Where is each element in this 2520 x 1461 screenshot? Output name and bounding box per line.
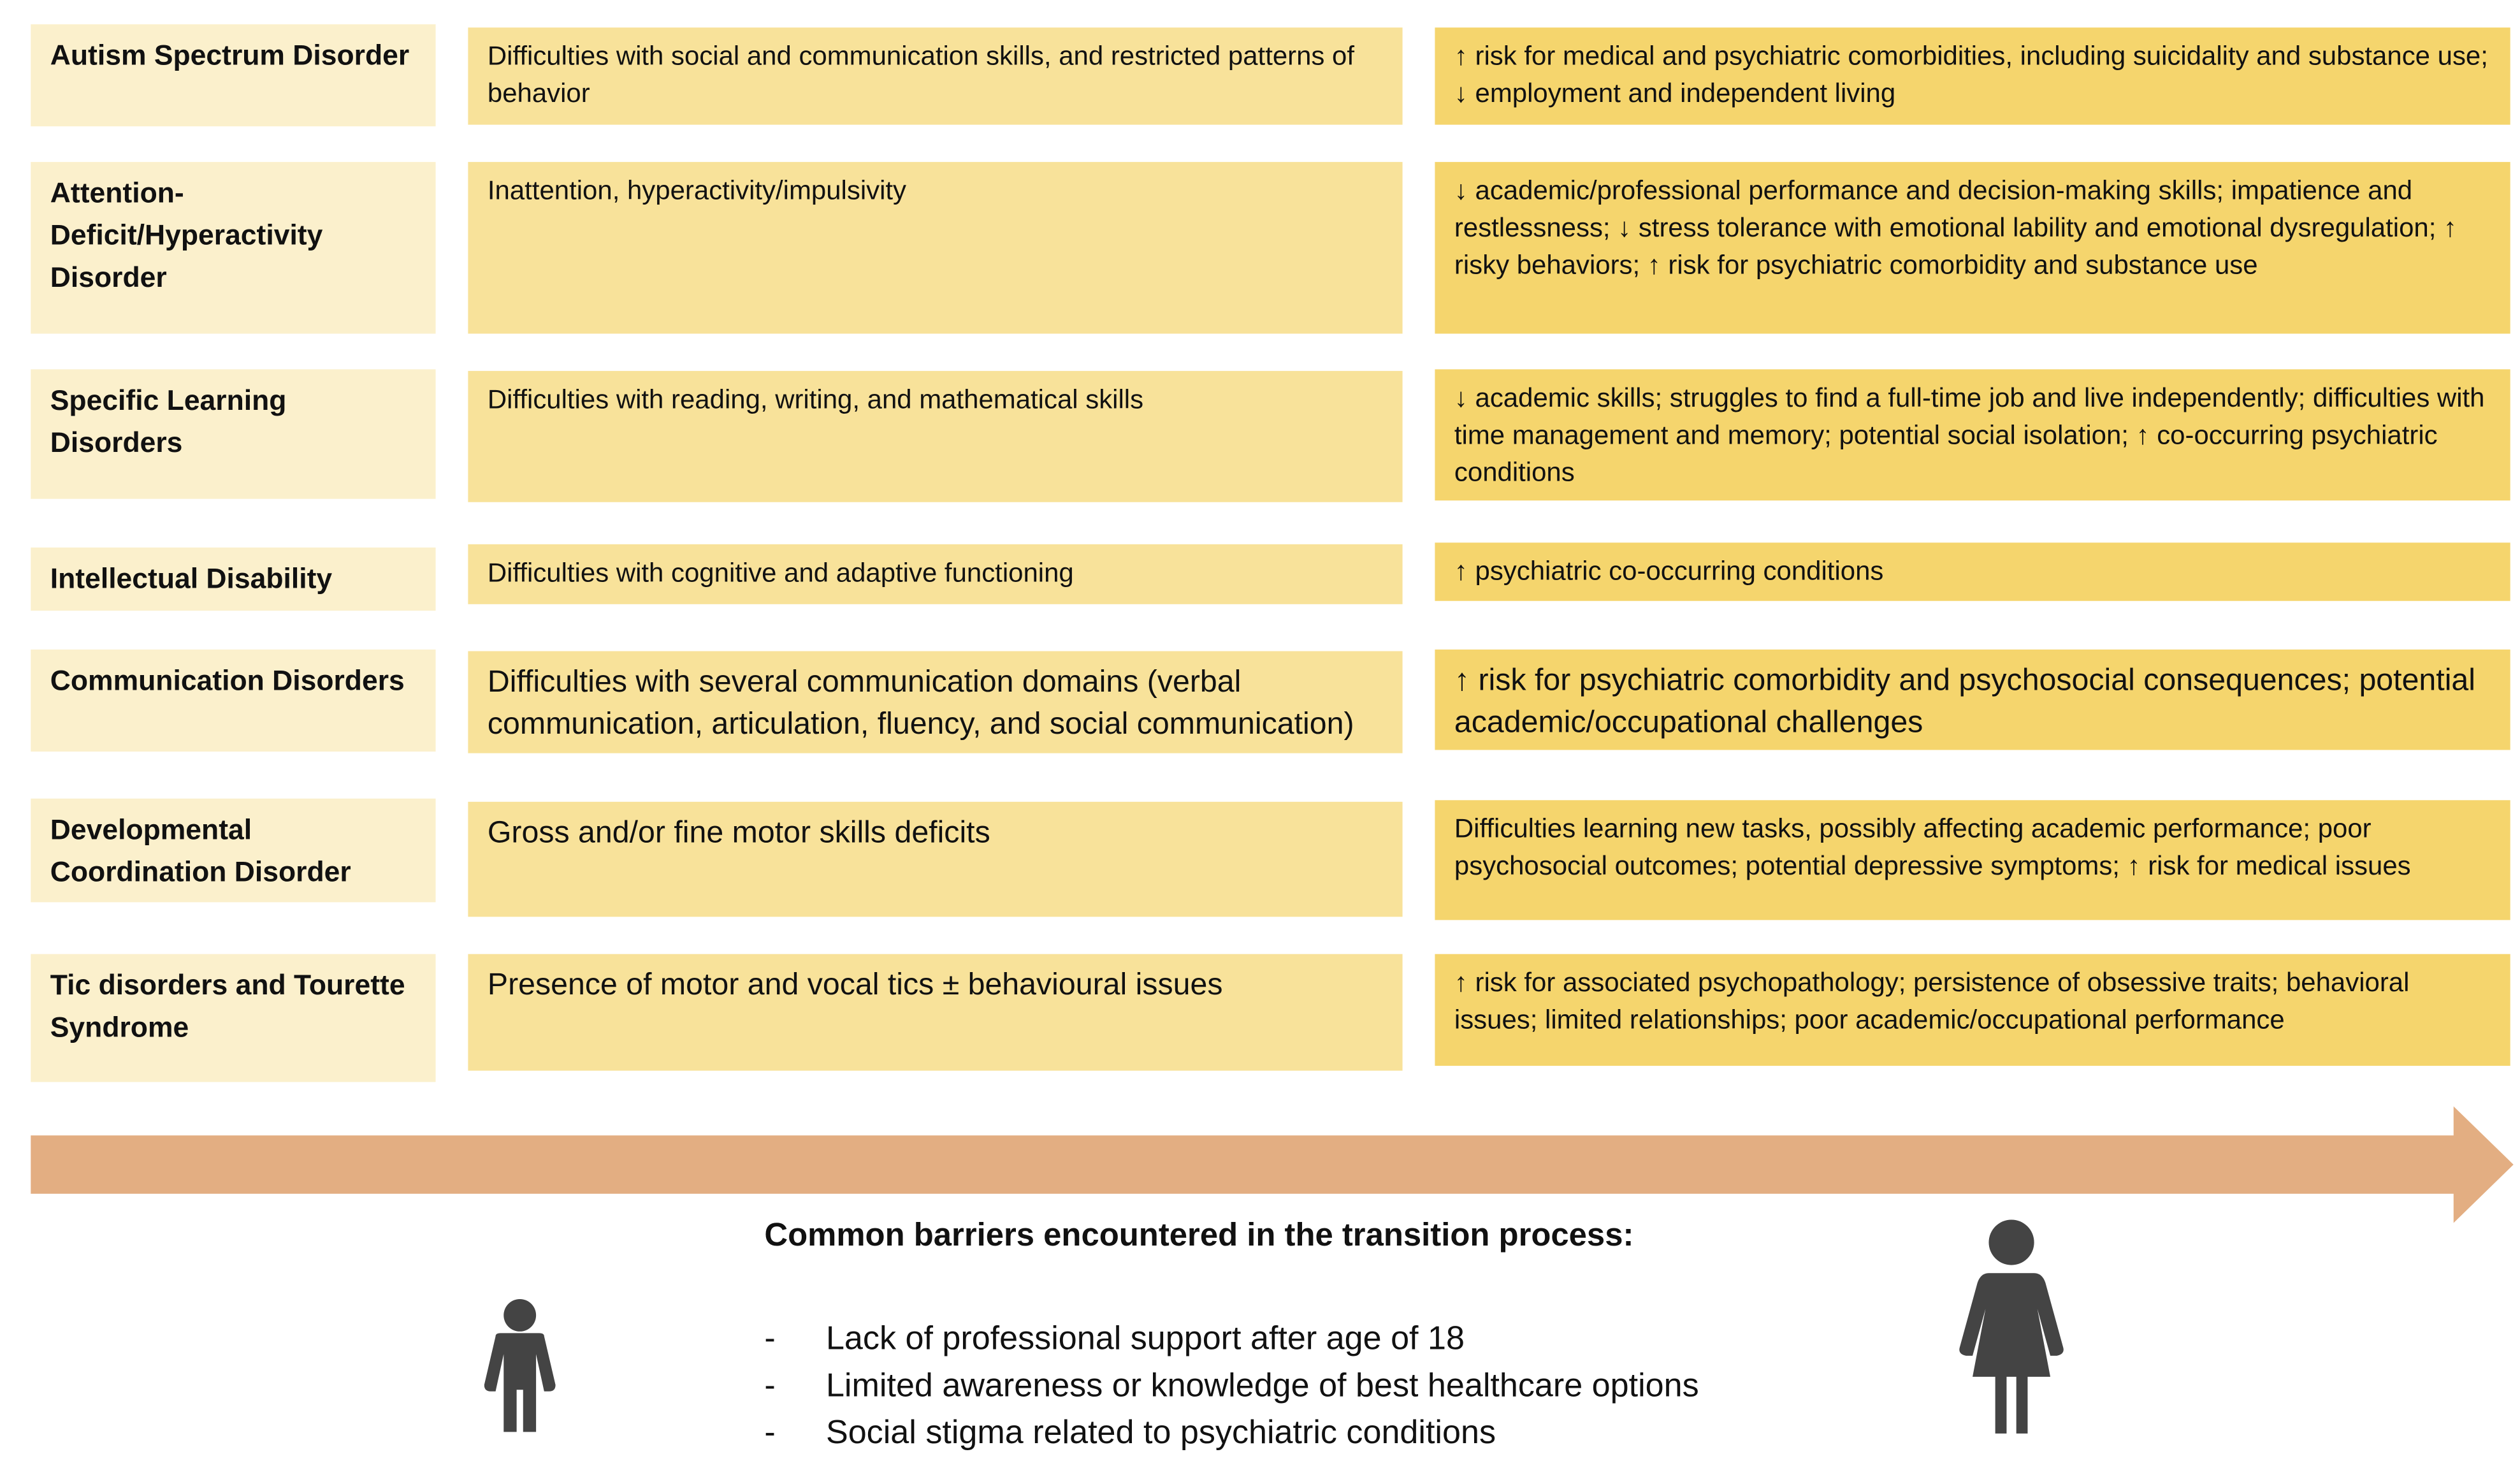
- disorder-name-tic: Tic disorders and Tourette Syndrome: [31, 954, 435, 1082]
- outcomes-adhd: ↓ academic/professional performance and decision-making skills; impatience and restlessness; ↓ stress tolerance with emotional lability and emotional dysregulation; ↑ risky behaviors; ↑ risk for psychiatric comorbidity and substance use: [1435, 162, 2510, 333]
- core-features-adhd: Inattention, hyperactivity/impulsivity: [468, 162, 1402, 333]
- disorder-name-communication: Communication Disorders: [31, 650, 435, 752]
- disorder-name-dcd: Developmental Coordination Disorder: [31, 799, 435, 903]
- child-figure-icon: [479, 1296, 560, 1436]
- barriers-title: Common barriers encountered in the transition process:: [764, 1218, 1634, 1254]
- outcomes-dcd: Difficulties learning new tasks, possibly affecting academic performance; poor psychosocial outcomes; potential depressive symptoms; ↑ risk for medical issues: [1435, 800, 2510, 920]
- core-features-intellectual-disability: Difficulties with cognitive and adaptive functioning: [468, 544, 1402, 604]
- core-features-communication: Difficulties with several communication domains (verbal communication, articulation, fluency, and social communication): [468, 651, 1402, 753]
- barrier-item: - Lack of professional support after age of 18: [764, 1319, 1465, 1358]
- core-features-autism: Difficulties with social and communication skills, and restricted patterns of behavior: [468, 27, 1402, 124]
- core-features-sld: Difficulties with reading, writing, and mathematical skills: [468, 371, 1402, 502]
- adult-woman-figure-icon: [1957, 1215, 2067, 1439]
- outcomes-sld: ↓ academic skills; struggles to find a full-time job and live independently; difficulties with time management and memory; potential social isolation; ↑ co-occurring psychiatric conditions: [1435, 369, 2510, 500]
- outcomes-communication: ↑ risk for psychiatric comorbidity and psychosocial consequences; potential academic/occupational challenges: [1435, 650, 2510, 750]
- disorder-name-autism: Autism Spectrum Disorder: [31, 24, 435, 126]
- outcomes-autism: ↑ risk for medical and psychiatric comorbidities, including suicidality and substance use; ↓ employment and independent living: [1435, 27, 2510, 124]
- core-features-tic: Presence of motor and vocal tics ± behavioural issues: [468, 954, 1402, 1071]
- disorder-name-intellectual-disability: Intellectual Disability: [31, 548, 435, 611]
- barrier-item: - Social stigma related to psychiatric conditions: [764, 1414, 1496, 1451]
- barrier-item: - Limited awareness or knowledge of best healthcare options: [764, 1367, 1699, 1405]
- outcomes-tic: ↑ risk for associated psychopathology; persistence of obsessive traits; behavioral issues; limited relationships; poor academic/occupational performance: [1435, 954, 2510, 1066]
- barriers-list: [764, 1315, 1698, 1456]
- core-features-dcd: Gross and/or fine motor skills deficits: [468, 802, 1402, 917]
- disorder-name-adhd: Attention-Deficit/Hyperactivity Disorder: [31, 162, 435, 333]
- disorder-name-sld: Specific Learning Disorders: [31, 369, 435, 498]
- outcomes-intellectual-disability: ↑ psychiatric co-occurring conditions: [1435, 542, 2510, 600]
